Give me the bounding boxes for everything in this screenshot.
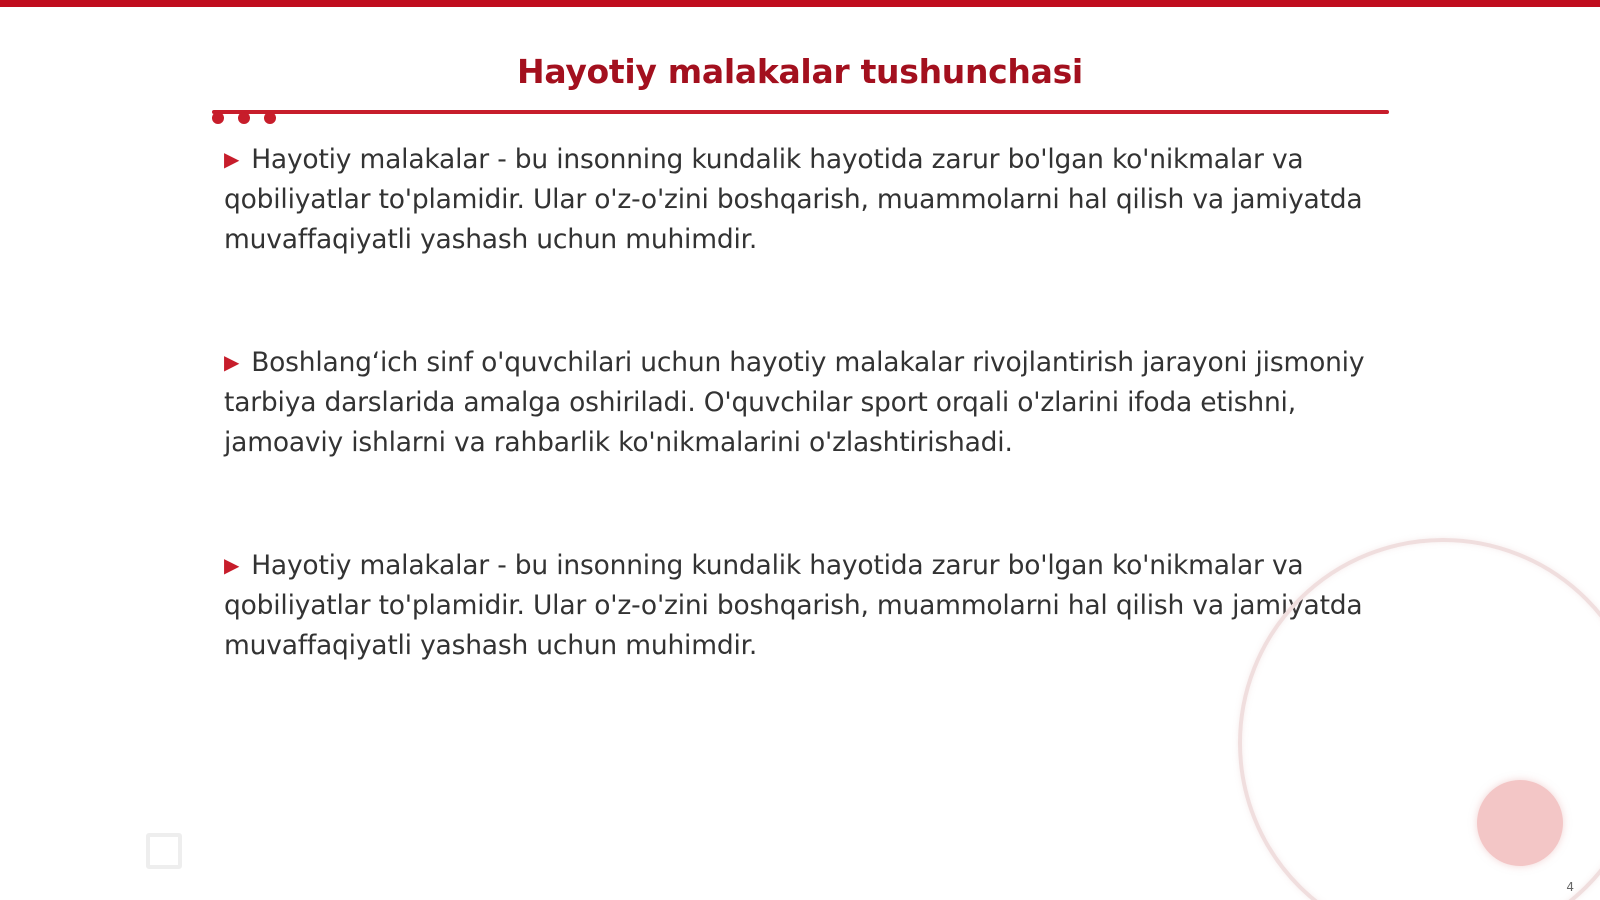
underline-dot-1 <box>212 112 224 124</box>
page-number: 4 <box>1566 880 1574 894</box>
underline-dot-2 <box>238 112 250 124</box>
title-underline <box>212 110 1389 114</box>
bullet-list <box>224 139 1369 666</box>
slide-title: Hayotiy malakalar tushunchasi <box>517 52 1083 91</box>
bullet-text: Boshlang‘ich sinf o'quvchilari uchun hayotiy malakalar rivojlantirish jarayoni jismoniy tarbiya darslarida amalga oshiriladi. O'quvchilar sport orqali o'zlarini ifoda etishni, jamoaviy ishlarni va rahbarlik ko'nikmalarini o'zlashtirishadi. <box>224 347 1365 458</box>
play-arrow-icon: ▶ <box>224 147 240 171</box>
play-arrow-icon: ▶ <box>224 350 240 374</box>
decorative-pink-circle <box>1477 780 1563 866</box>
play-arrow-icon: ▶ <box>224 553 240 577</box>
bullet-item-3 <box>224 545 1369 666</box>
bullet-text: Hayotiy malakalar - bu insonning kundalik hayotida zarur bo'lgan ko'nikmalar va qobiliyatlar to'plamidir. Ular o'z-o'zini boshqarish, muammolarni hal qilish va jamiyatda muvaffaqiyatli yashash uchun muhimdir. <box>224 550 1363 661</box>
top-accent-stripe <box>0 0 1600 7</box>
bullet-text: Hayotiy malakalar - bu insonning kundalik hayotida zarur bo'lgan ko'nikmalar va qobiliyatlar to'plamidir. Ular o'z-o'zini boshqarish, muammolarni hal qilish va jamiyatda muvaffaqiyatli yashash uchun muhimdir. <box>224 144 1363 255</box>
underline-dot-3 <box>264 112 276 124</box>
bullet-item-1 <box>224 139 1369 260</box>
decorative-square-outline <box>146 833 182 869</box>
bullet-item-2 <box>224 342 1369 463</box>
